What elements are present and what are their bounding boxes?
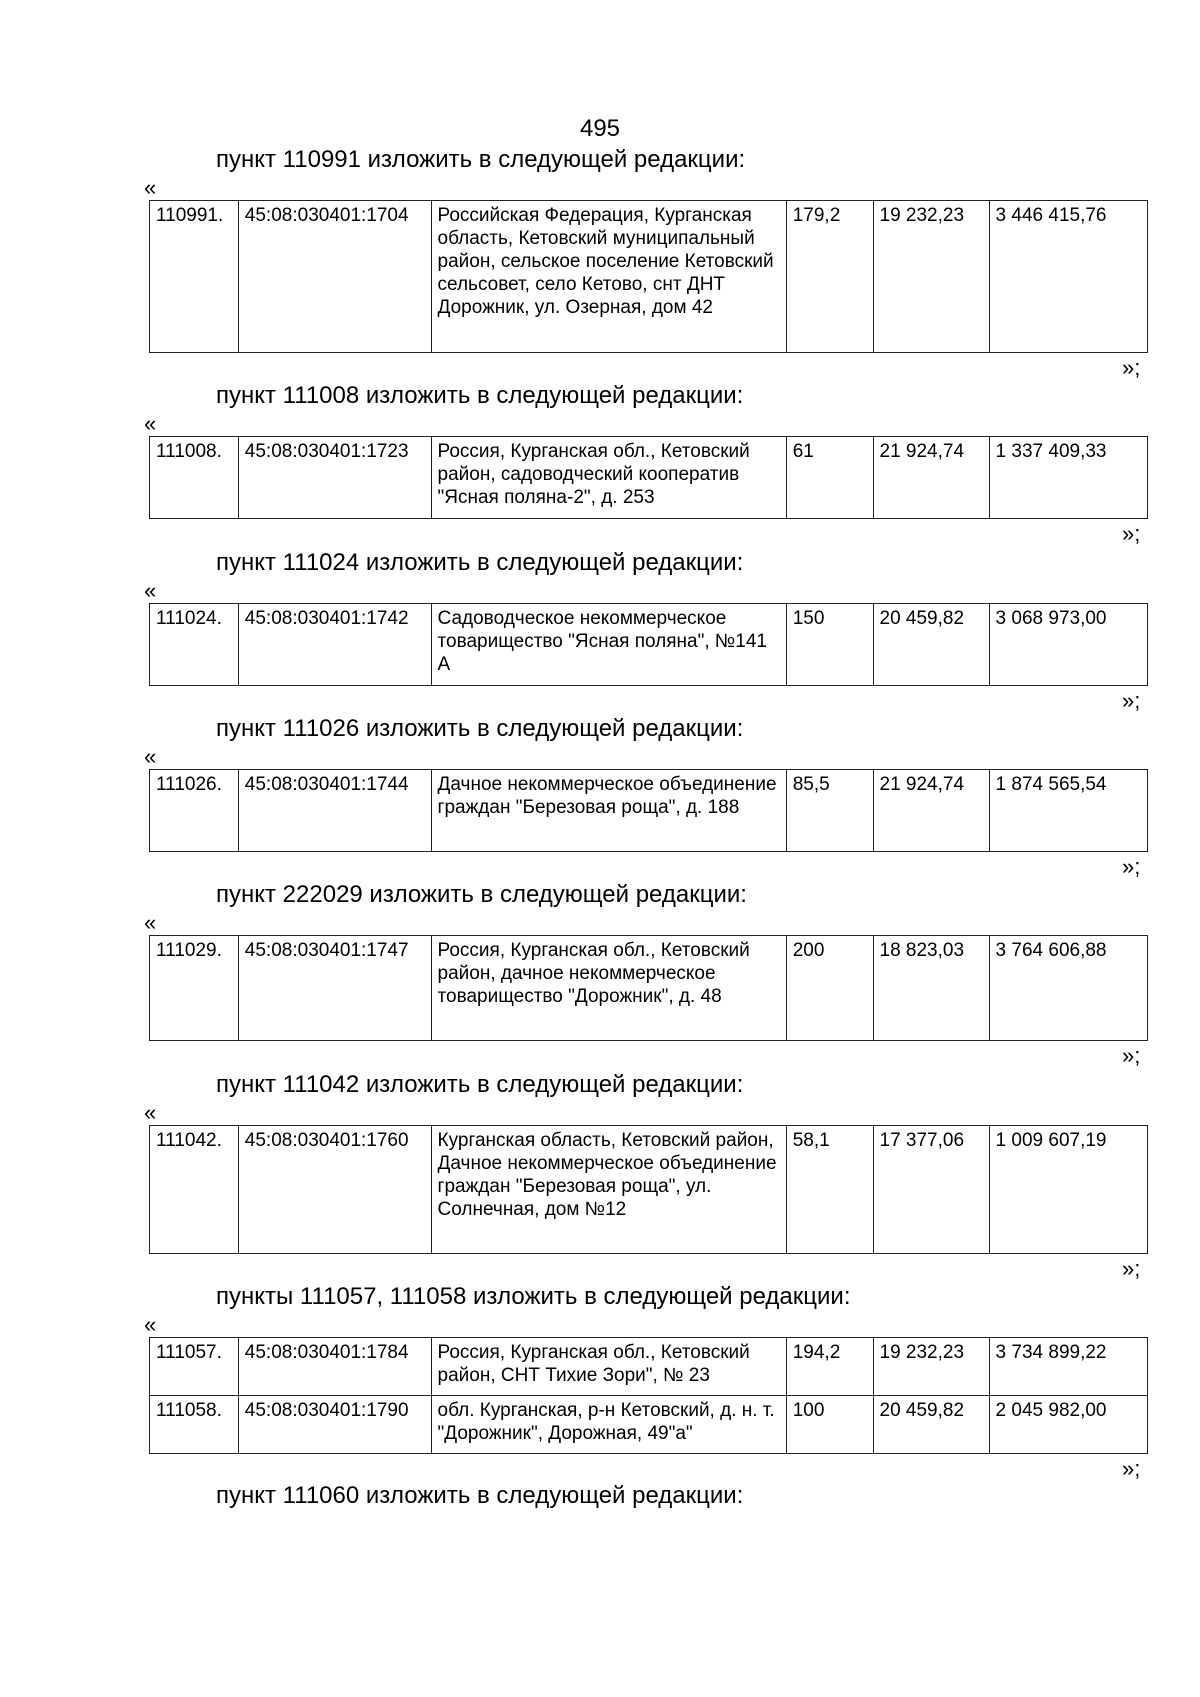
amendment-table [149, 200, 1148, 353]
area-cell: 100 [786, 1396, 873, 1454]
item-number: 111057. [150, 1338, 239, 1396]
section-intro: пункт 111042 изложить в следующей редакции: [216, 1071, 744, 1098]
table-row [150, 437, 1148, 519]
amendment-table [149, 1125, 1148, 1254]
closing-quote: »; [1122, 1043, 1141, 1068]
area-cell: 179,2 [786, 201, 873, 353]
amendment-table [149, 1337, 1148, 1454]
amendment-table [149, 935, 1148, 1041]
table-row [150, 1338, 1148, 1396]
area-cell: 200 [786, 936, 873, 1041]
area-cell: 58,1 [786, 1126, 873, 1254]
item-number: 110991. [150, 201, 239, 353]
amendment-table [149, 603, 1148, 686]
opening-quote: « [144, 411, 157, 436]
address-cell: Курганская область, Кетовский район, Дачное некоммерческое объединение граждан "Березовая роща", ул. Солнечная, дом №12 [431, 1126, 786, 1254]
area-cell: 61 [786, 437, 873, 519]
item-number: 111029. [150, 936, 239, 1041]
address-cell: Россия, Курганская обл., Кетовский район, СНТ Тихие Зори", № 23 [431, 1338, 786, 1396]
item-number: 111058. [150, 1396, 239, 1454]
table-row [150, 604, 1148, 686]
table-row [150, 1396, 1148, 1454]
cadastral-number: 45:08:030401:1742 [238, 604, 431, 686]
unit-value-cell: 20 459,82 [873, 604, 989, 686]
unit-value-cell: 17 377,06 [873, 1126, 989, 1254]
table-row [150, 770, 1148, 852]
address-cell: Россия, Курганская обл., Кетовский район, дачное некоммерческое товарищество "Дорожник", д. 48 [431, 936, 786, 1041]
closing-quote: »; [1122, 521, 1141, 546]
unit-value-cell: 21 924,74 [873, 770, 989, 852]
table-row [150, 936, 1148, 1041]
opening-quote: « [144, 1312, 157, 1337]
item-number: 111024. [150, 604, 239, 686]
section-intro: пункт 111060 изложить в следующей редакции: [216, 1482, 744, 1509]
table-row [150, 201, 1148, 353]
closing-quote: »; [1122, 854, 1141, 879]
address-cell: Российская Федерация, Курганская область, Кетовский муниципальный район, сельское поселение Кетовский сельсовет, село Кетово, снт ДНТ Дорожник, ул. Озерная, дом 42 [431, 201, 786, 353]
section-intro: пункт 111024 изложить в следующей редакции: [216, 549, 744, 576]
cadastral-number: 45:08:030401:1790 [238, 1396, 431, 1454]
section-intro: пункты 111057, 111058 изложить в следующей редакции: [216, 1283, 851, 1310]
opening-quote: « [144, 578, 157, 603]
opening-quote: « [144, 744, 157, 769]
cadastral-value-cell: 1 337 409,33 [989, 437, 1147, 519]
cadastral-number: 45:08:030401:1744 [238, 770, 431, 852]
section-intro: пункт 110991 изложить в следующей редакции: [216, 146, 746, 173]
address-cell: Дачное некоммерческое объединение граждан "Березовая роща", д. 188 [431, 770, 786, 852]
section-intro: пункт 111026 изложить в следующей редакции: [216, 715, 744, 742]
opening-quote: « [144, 175, 157, 200]
cadastral-value-cell: 1 009 607,19 [989, 1126, 1147, 1254]
area-cell: 85,5 [786, 770, 873, 852]
unit-value-cell: 18 823,03 [873, 936, 989, 1041]
address-cell: Садоводческое некоммерческое товарищество "Ясная поляна", №141 А [431, 604, 786, 686]
closing-quote: »; [1122, 1456, 1141, 1481]
area-cell: 194,2 [786, 1338, 873, 1396]
cadastral-number: 45:08:030401:1747 [238, 936, 431, 1041]
cadastral-number: 45:08:030401:1760 [238, 1126, 431, 1254]
cadastral-value-cell: 3 068 973,00 [989, 604, 1147, 686]
unit-value-cell: 20 459,82 [873, 1396, 989, 1454]
cadastral-number: 45:08:030401:1723 [238, 437, 431, 519]
cadastral-number: 45:08:030401:1784 [238, 1338, 431, 1396]
amendment-table [149, 769, 1148, 852]
unit-value-cell: 19 232,23 [873, 201, 989, 353]
item-number: 111008. [150, 437, 239, 519]
cadastral-value-cell: 3 446 415,76 [989, 201, 1147, 353]
opening-quote: « [144, 910, 157, 935]
unit-value-cell: 21 924,74 [873, 437, 989, 519]
item-number: 111042. [150, 1126, 239, 1254]
item-number: 111026. [150, 770, 239, 852]
closing-quote: »; [1122, 688, 1141, 713]
cadastral-value-cell: 1 874 565,54 [989, 770, 1147, 852]
amendment-table [149, 436, 1148, 519]
table-row [150, 1126, 1148, 1254]
area-cell: 150 [786, 604, 873, 686]
unit-value-cell: 19 232,23 [873, 1338, 989, 1396]
address-cell: Россия, Курганская обл., Кетовский район, садоводческий кооператив "Ясная поляна-2", д. 253 [431, 437, 786, 519]
closing-quote: »; [1122, 1256, 1141, 1281]
cadastral-number: 45:08:030401:1704 [238, 201, 431, 353]
section-intro: пункт 222029 изложить в следующей редакции: [216, 881, 747, 908]
closing-quote: »; [1122, 355, 1141, 380]
cadastral-value-cell: 3 734 899,22 [989, 1338, 1147, 1396]
cadastral-value-cell: 2 045 982,00 [989, 1396, 1147, 1454]
page-number: 495 [579, 115, 621, 142]
address-cell: обл. Курганская, р-н Кетовский, д. н. т. "Дорожник", Дорожная, 49"а" [431, 1396, 786, 1454]
section-intro: пункт 111008 изложить в следующей редакции: [216, 382, 744, 409]
cadastral-value-cell: 3 764 606,88 [989, 936, 1147, 1041]
opening-quote: « [144, 1100, 157, 1125]
